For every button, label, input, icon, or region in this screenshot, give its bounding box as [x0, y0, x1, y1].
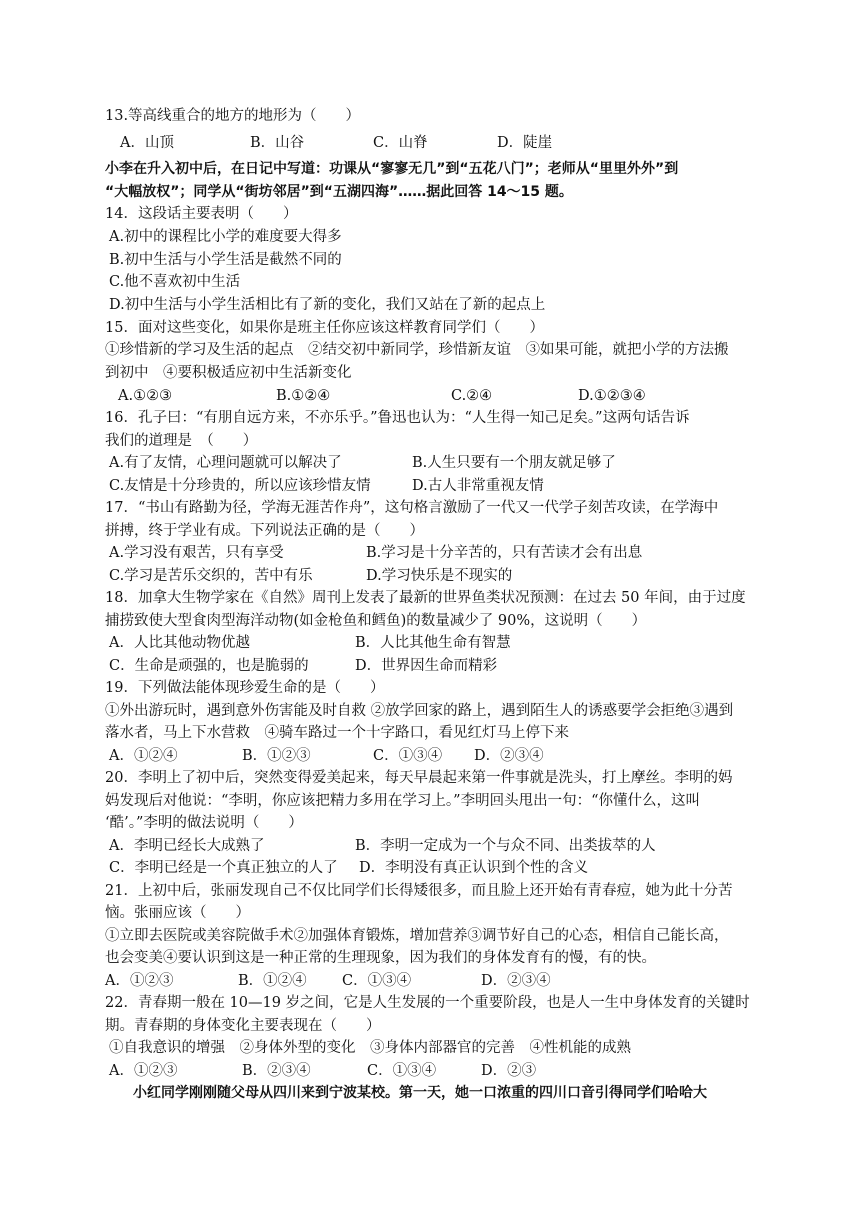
question-14-option-b: B.初中生活与小学生活是截然不同的 — [109, 252, 342, 268]
option-a: A．①②④ — [109, 748, 178, 764]
option-a: A.学习没有艰苦，只有享受 — [109, 545, 284, 561]
option-b: B.学习是十分辛苦的，只有苦读才会有出息 — [366, 545, 643, 561]
option-c: C．李明已经是一个真正独立的人了 — [109, 860, 338, 876]
question-14-stem: 14．这段话主要表明（ ） — [105, 206, 298, 222]
option-c: C．①③④ — [367, 1063, 437, 1079]
option-d: D．②③④ — [481, 973, 551, 989]
question-14-option-d: D.初中生活与小学生活相比有了新的变化，我们又站在了新的起点上 — [109, 297, 546, 313]
passage-14-15-line-2: “大幅放权”；同学从“街坊邻居”到“五湖四海”……据此回答 14～15 题。 — [105, 184, 573, 200]
question-17-stem-line-2: 拼搏，终于学业有成。下列说法正确的是（ ） — [105, 523, 424, 539]
question-21-items-line-1: ①立即去医院或美容院做手术②加强体育锻炼，增加营养③调节好自己的心态，相信自己能长高， — [105, 928, 729, 944]
question-15-items-line-1: ①珍惜新的学习及生活的起点 ②结交初中新同学，珍惜新友谊 ③如果可能，就把小学的方法搬 — [105, 342, 729, 358]
option-b: B．①②③ — [242, 748, 311, 764]
option-c: C．①③④ — [342, 973, 412, 989]
option-c: C.学习是苦乐交织的，苦中有乐 — [109, 568, 313, 584]
option-d: D.古人非常重视友情 — [412, 478, 544, 494]
option-a: A.有了友情，心理问题就可以解决了 — [109, 455, 342, 471]
option-a: A.①②③ — [118, 388, 173, 404]
question-20-stem-line-2: 妈发现后对他说：“李明，你应该把精力多用在学习上。”李明回头甩出一句：“你懂什么，这叫 — [105, 793, 700, 809]
question-15-items-line-2: 到初中 ④要积极适应初中生活新变化 — [105, 365, 352, 381]
option-a: A．①②③ — [105, 973, 174, 989]
question-18-stem-line-1: 18．加拿大生物学家在《自然》周刊上发表了最新的世界鱼类状况预测：在过去 50 年间，由于过度 — [105, 590, 746, 606]
option-b: B.①②④ — [276, 388, 331, 404]
option-d: D.学习快乐是不现实的 — [366, 568, 513, 584]
option-d: D.①②③④ — [578, 388, 646, 404]
question-20-stem-line-3: ‘酷’。”李明的做法说明（ ） — [105, 815, 303, 831]
option-b: B．②③④ — [242, 1063, 311, 1079]
option-c: C．生命是顽强的，也是脆弱的 — [109, 658, 309, 674]
question-19-items-line-2: 落水者，马上下水营救 ④骑车路过一个十字路口，看见红灯马上停下来 — [105, 725, 569, 741]
option-d: D．世界因生命而精彩 — [355, 658, 498, 674]
option-d: D．陡崖 — [497, 135, 553, 151]
question-13-stem: 13.等高线重合的地方的地形为（ ） — [105, 108, 361, 124]
option-c: C．①③④ — [373, 748, 443, 764]
question-19-items-line-1: ①外出游玩时，遇到意外伤害能及时自救 ②放学回家的路上，遇到陌生人的诱惑要学会拒绝③遇到 — [105, 703, 734, 719]
question-20-stem-line-1: 20．李明上了初中后，突然变得爱美起来，每天早晨起来第一件事就是洗头，打上摩丝。李明的妈 — [105, 770, 733, 786]
question-22-items: ①自我意识的增强 ②身体外型的变化 ③身体内部器官的完善 ④性机能的成熟 — [109, 1040, 631, 1056]
question-19-stem: 19．下列做法能体现珍爱生命的是（ ） — [105, 680, 385, 696]
option-b: B．山谷 — [250, 135, 305, 151]
question-16-stem-line-2: 我们的道理是 （ ） — [105, 433, 258, 449]
question-21-stem-line-1: 21．上初中后，张丽发现自己不仅比同学们长得矮很多，而且脸上还开始有青春痘，她为此十分苦 — [105, 883, 733, 899]
option-b: B．李明一定成为一个与众不同、出类拔萃的人 — [355, 838, 656, 854]
option-a: A．人比其他动物优越 — [109, 635, 250, 651]
question-21-stem-line-2: 恼。张丽应该（ ） — [105, 905, 250, 921]
question-17-stem-line-1: 17．“书山有路勤为径，学海无涯苦作舟”，这句格言激励了一代又一代学子刻苦攻读，在学海中 — [105, 500, 719, 516]
passage-2-line-1: 小红同学刚刚随父母从四川来到宁波某校。第一天，她一口浓重的四川口音引得同学们哈哈大 — [133, 1085, 707, 1101]
option-a: A．①②③ — [109, 1063, 178, 1079]
question-14-option-c: C.他不喜欢初中生活 — [109, 274, 241, 290]
option-b: B．①②④ — [238, 973, 307, 989]
question-16-stem-line-1: 16．孔子曰：“有朋自远方来，不亦乐乎。”鲁迅也认为：“人生得一知己足矣。”这两句话告诉 — [105, 410, 690, 426]
question-14-option-a: A.初中的课程比小学的难度要大得多 — [109, 229, 342, 245]
option-b: B．人比其他生命有智慧 — [355, 635, 511, 651]
option-b: B.人生只要有一个朋友就足够了 — [412, 455, 616, 471]
passage-14-15-line-1: 小李在升入初中后，在日记中写道：功课从“寥寥无几”到“五花八门”；老师从“里里外外”到 — [105, 161, 679, 177]
question-18-stem-line-2: 捕捞致使大型食肉型海洋动物(如金枪鱼和鳕鱼)的数量减少了 90%，这说明（ ） — [105, 613, 647, 629]
question-21-items-line-2: 也会变美④要认识到这是一种正常的生理现象，因为我们的身体发育有的慢，有的快。 — [105, 950, 656, 966]
option-c: C.友情是十分珍贵的，所以应该珍惜友情 — [109, 478, 371, 494]
option-c: C.②④ — [451, 388, 493, 404]
option-d: D．②③④ — [474, 748, 544, 764]
question-22-stem-line-2: 期。青春期的身体变化主要表现在（ ） — [105, 1018, 381, 1034]
option-c: C．山脊 — [373, 135, 428, 151]
option-d: D．②③ — [481, 1063, 537, 1079]
option-a: A．山顶 — [120, 135, 174, 151]
question-22-stem-line-1: 22．青春期一般在 10—19 岁之间，它是人生发展的一个重要阶段，也是人一生中身体发育的关键时 — [105, 995, 750, 1011]
question-15-stem: 15．面对这些变化，如果你是班主任你应该这样教育同学们（ ） — [105, 320, 544, 336]
option-a: A．李明已经长大成熟了 — [109, 838, 265, 854]
option-d: D．李明没有真正认识到个性的含义 — [359, 860, 589, 876]
